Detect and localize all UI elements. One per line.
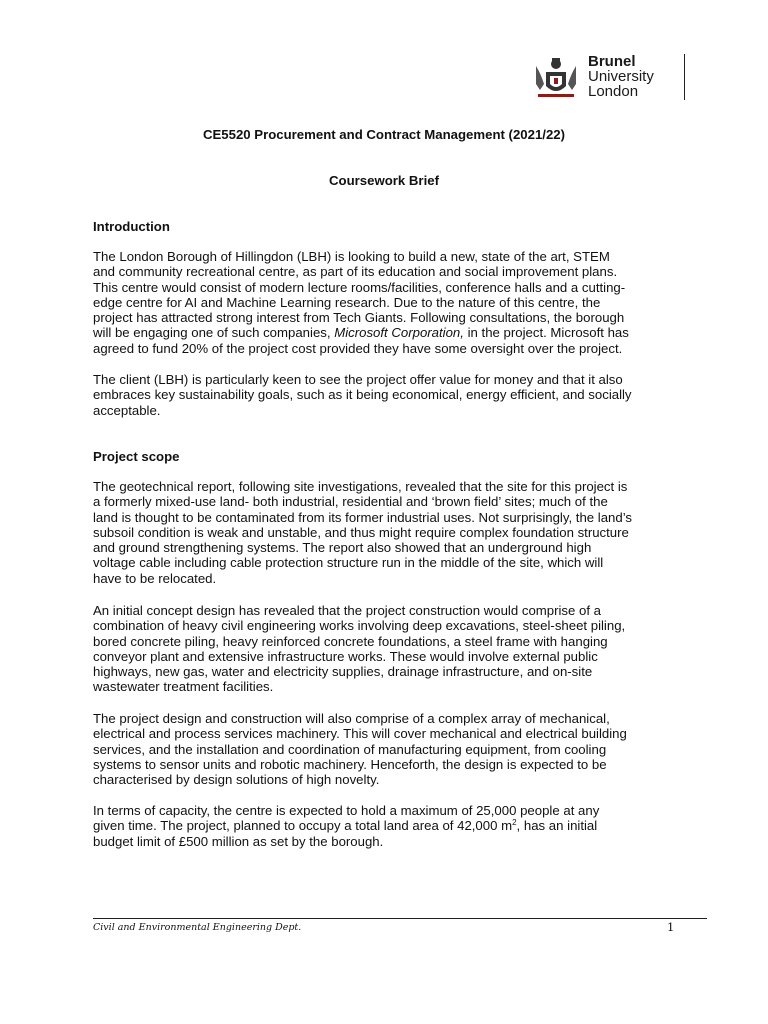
text-line: The geotechnical report, following site investigations, revealed that the site for this project is (93, 479, 628, 494)
text-line (93, 325, 683, 340)
university-crest-icon (532, 54, 580, 100)
university-name (588, 54, 654, 99)
intro-paragraph-1 (93, 249, 683, 356)
scope-paragraph-3 (93, 711, 683, 787)
text-line: budget limit of £500 million as set by the borough. (93, 833, 384, 849)
scope-paragraph-4 (93, 803, 683, 849)
footer-divider (93, 918, 707, 919)
text-run: given time. The project, planned to occupy a total land area of 42,000 m (93, 818, 513, 834)
logo-line-1: Brunel (588, 53, 636, 70)
text-line: characterised by design solutions of high novelty. (93, 772, 380, 788)
logo-line-2: University (588, 68, 654, 85)
text-line: acceptable. (93, 402, 161, 418)
text-line: have to be relocated. (93, 570, 217, 586)
page-number: 1 (667, 920, 675, 934)
scope-paragraph-1 (93, 479, 683, 586)
text-line: An initial concept design has revealed that the project construction would comprise of a (93, 603, 602, 618)
text-line: This centre would consist of modern lecture rooms/facilities, conference halls and a cutting- (93, 279, 626, 295)
superscript: 2 (512, 818, 517, 828)
text-run: will be engaging one of such companies, (93, 325, 335, 341)
text-line: and community recreational centre, as part of its education and social improvement plans. (93, 264, 618, 280)
scope-paragraph-2 (93, 603, 683, 695)
text-line: highways, new gas, water and electricity supplies, drainage infrastructure, and on-site (93, 664, 593, 680)
logo-divider (684, 54, 685, 100)
text-line: In terms of capacity, the centre is expected to hold a maximum of 25,000 people at any (93, 803, 600, 818)
footer-department: Civil and Environmental Engineering Dept. (93, 922, 302, 933)
text-line: wastewater treatment facilities. (93, 679, 274, 695)
text-line: subsoil condition is weak and unstable, and thus might require complex foundation structure (93, 524, 629, 540)
document-subtitle: Coursework Brief (329, 173, 439, 188)
text-line: The London Borough of Hillingdon (LBH) is looking to build a new, state of the art, STEM (93, 249, 610, 264)
text-line: conveyor plant and extensive infrastructure works. These would involve external public (93, 648, 598, 664)
text-run: , has an initial (516, 818, 598, 834)
document-title: CE5520 Procurement and Contract Management (2021/22) (202, 127, 566, 142)
text-line: The client (LBH) is particularly keen to see the project offer value for money and that it also (93, 372, 623, 387)
heading-project-scope: Project scope (93, 449, 180, 464)
text-line: voltage cable including cable protection structure run in the middle of the site, which will (93, 555, 604, 571)
text-line: project has attracted strong interest from Tech Giants. Following consultations, the borough (93, 310, 625, 326)
text-line: bored concrete piling, heavy reinforced concrete foundations, a steel frame with hanging (93, 633, 608, 649)
text-line (93, 818, 683, 833)
text-line: edge centre for AI and Machine Learning research. Due to the nature of this centre, the (93, 294, 601, 310)
text-line: embraces key sustainability goals, such as it being economical, energy efficient, and socially (93, 387, 632, 403)
text-line: combination of heavy civil engineering works involving deep excavations, steel-sheet piling, (93, 618, 626, 634)
text-line: and ground strengthening systems. The report also showed that an underground high (93, 540, 592, 556)
text-line: systems to sensor units and robotic machinery. Henceforth, the design is expected to be (93, 756, 607, 772)
text-line: electrical and process services machinery. This will cover mechanical and electrical building (93, 726, 627, 742)
text-line: land is thought to be contaminated from its former industrial uses. Not surprisingly, the land’s (93, 509, 632, 525)
heading-introduction: Introduction (93, 219, 170, 234)
intro-paragraph-2 (93, 372, 683, 418)
text-line: agreed to fund 20% of the project cost provided they have some oversight over the project. (93, 340, 623, 356)
logo-line-3: London (588, 83, 639, 100)
company-name: Microsoft Corporation, (334, 325, 464, 341)
text-line: services, and the installation and coordination of manufacturing equipment, from cooling (93, 741, 607, 757)
text-line: The project design and construction will also comprise of a complex array of mechanical, (93, 711, 610, 726)
brunel-logo (530, 46, 660, 104)
text-run: in the project. Microsoft has (463, 325, 629, 341)
text-line: a formerly mixed-use land- both industrial, residential and ‘brown field’ sites; much of the (93, 494, 608, 510)
